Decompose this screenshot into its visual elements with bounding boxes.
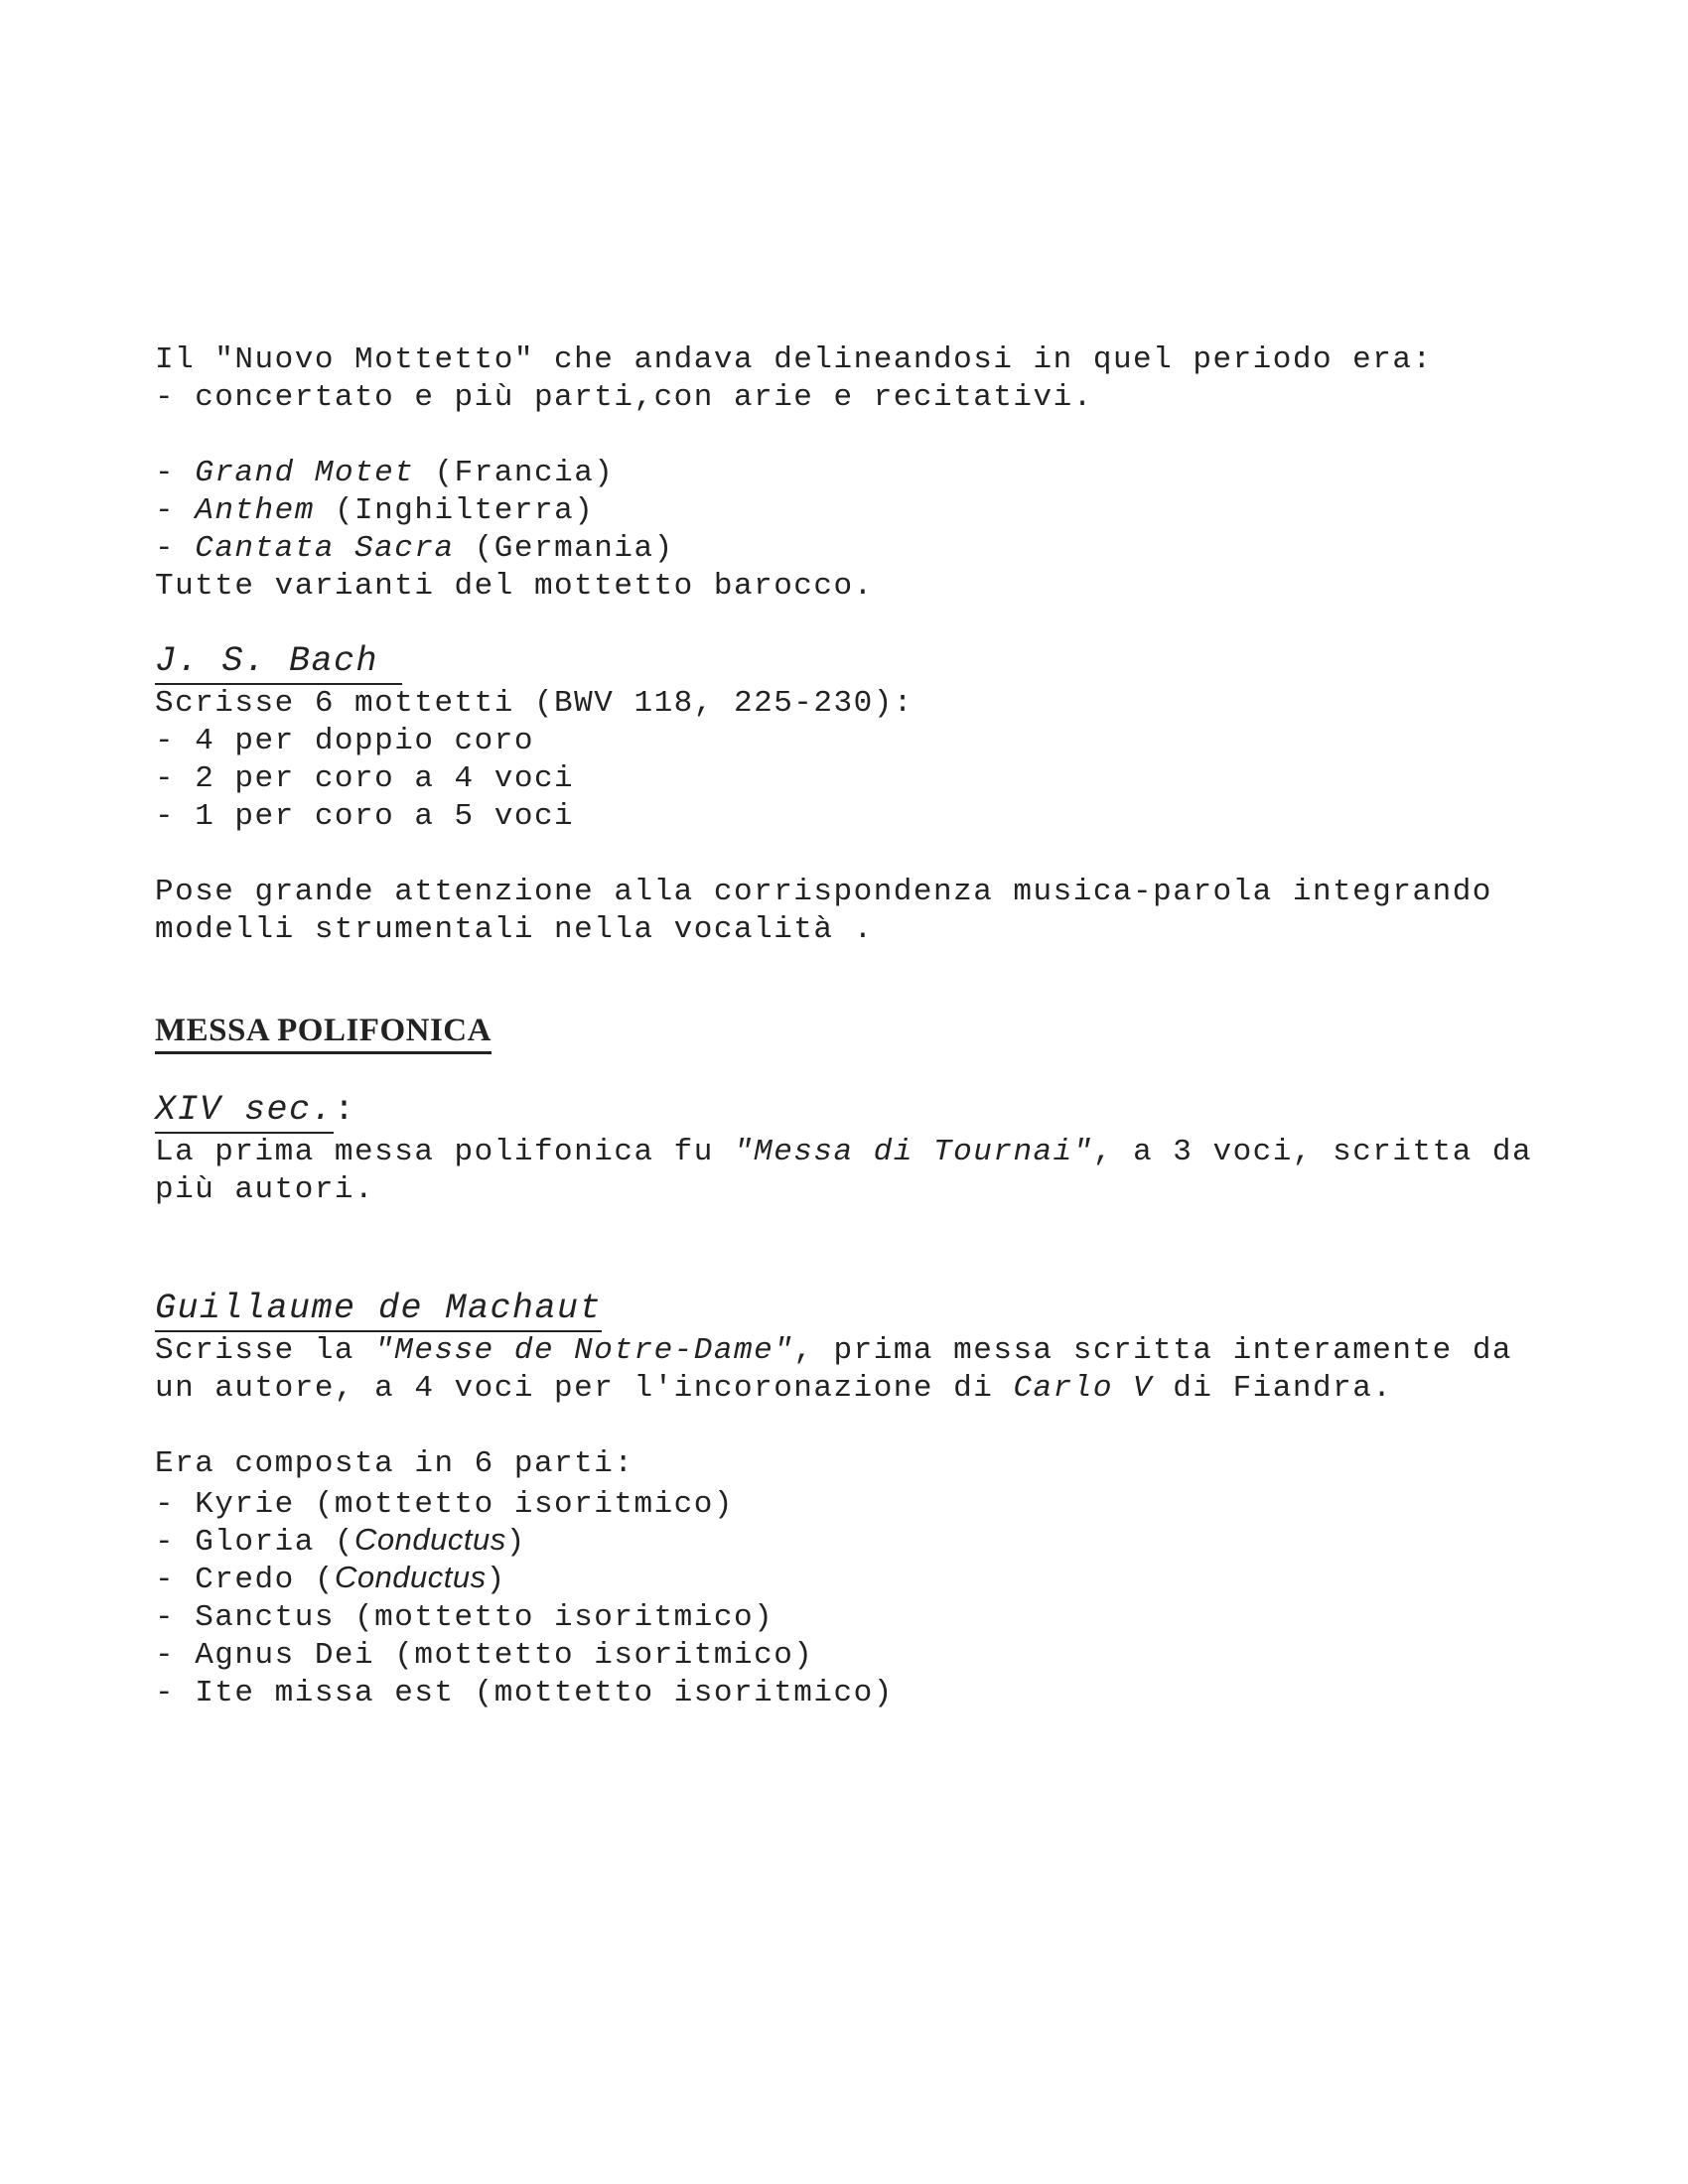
machaut-line-1 <box>155 1332 1545 1370</box>
bullet: - <box>155 531 196 566</box>
variants-summary: Tutte varianti del mottetto barocco. <box>155 569 874 604</box>
variant-item <box>155 492 1545 530</box>
bullet: - <box>155 456 196 490</box>
bach-heading-text: J. S. Bach <box>155 639 402 685</box>
xiv-heading-colon: : <box>334 1090 356 1130</box>
part-item <box>155 1559 1545 1596</box>
variant-sep <box>315 493 335 528</box>
parts-intro: Era composta in 6 parti: <box>155 1446 634 1481</box>
part-text: ) <box>486 1563 506 1597</box>
machaut-line-2 <box>155 1370 1545 1408</box>
variant-country: (Germania) <box>474 531 674 566</box>
variant-name: Grand Motet <box>195 456 415 490</box>
part-text: - Sanctus (mottetto isoritmico) <box>155 1600 774 1635</box>
variant-item <box>155 530 1545 568</box>
messa-heading <box>155 1011 1545 1054</box>
variant-name: Cantata Sacra <box>195 531 455 566</box>
xiv-line-1 <box>155 1134 1545 1171</box>
part-item <box>155 1483 1545 1521</box>
variant-item <box>155 455 1545 492</box>
bach-intro: Scrisse 6 mottetti (BWV 118, 225-230): <box>155 686 914 721</box>
bach-paragraph-line-1: Pose grande attenzione alla corrispondenza musica-parola integrando <box>155 875 1492 909</box>
variant-sep <box>455 531 475 566</box>
part-item <box>155 1634 1545 1672</box>
bullet: - <box>155 493 196 528</box>
text-run: La prima messa polifonica fu <box>155 1135 734 1169</box>
part-text: - Ite missa est (mottetto isoritmico) <box>155 1676 894 1710</box>
text-run: , a 3 voci, scritta da <box>1092 1135 1533 1169</box>
part-text: ) <box>505 1525 526 1560</box>
messa-heading-text: MESSA POLIFONICA <box>155 1011 492 1054</box>
part-text: - Agnus Dei (mottetto isoritmico) <box>155 1638 814 1673</box>
work-title: "Messa di Tournai" <box>734 1135 1093 1169</box>
part-form: Conductus <box>354 1522 506 1557</box>
xiv-heading <box>155 1084 1545 1134</box>
part-item <box>155 1596 1545 1634</box>
part-text: - Kyrie (mottetto isoritmico) <box>155 1487 734 1522</box>
text-run: di Fiandra. <box>1153 1371 1393 1406</box>
document-page <box>155 341 1545 1709</box>
bach-item: - 2 per coro a 4 voci <box>155 761 575 796</box>
machaut-heading-text: Guillaume de Machaut <box>155 1287 602 1332</box>
intro-line-2: - concertato e più parti,con arie e recitativi. <box>155 380 1093 415</box>
variant-name: Anthem <box>195 493 315 528</box>
bach-item: - 1 per coro a 5 voci <box>155 799 575 834</box>
xiv-heading-text: XIV sec. <box>155 1088 334 1134</box>
variant-sep: ( <box>414 456 455 490</box>
bach-item: - 4 per doppio coro <box>155 724 534 758</box>
bach-paragraph-line-2: modelli strumentali nella vocalità . <box>155 912 874 947</box>
machaut-heading <box>155 1283 1545 1332</box>
xiv-line-2: più autori. <box>155 1172 375 1207</box>
part-text: - Credo ( <box>155 1563 335 1597</box>
person-name: Carlo V <box>1013 1371 1154 1406</box>
part-text: - Gloria ( <box>155 1525 355 1560</box>
text-run: Scrisse la <box>155 1333 375 1368</box>
intro-line-1: Il "Nuovo Mottetto" che andava delineandosi in quel periodo era: <box>155 342 1433 377</box>
part-item <box>155 1521 1545 1559</box>
variant-country: (Inghilterra) <box>334 493 595 528</box>
bach-heading <box>155 635 1545 685</box>
text-run: , prima messa scritta interamente da <box>793 1333 1513 1368</box>
part-form: Conductus <box>334 1560 487 1594</box>
variant-country: Francia) <box>454 456 615 490</box>
work-title: "Messe de Notre-Dame" <box>374 1333 794 1368</box>
text-run: un autore, a 4 voci per l'incoronazione di <box>155 1371 1014 1406</box>
part-item <box>155 1672 1545 1709</box>
